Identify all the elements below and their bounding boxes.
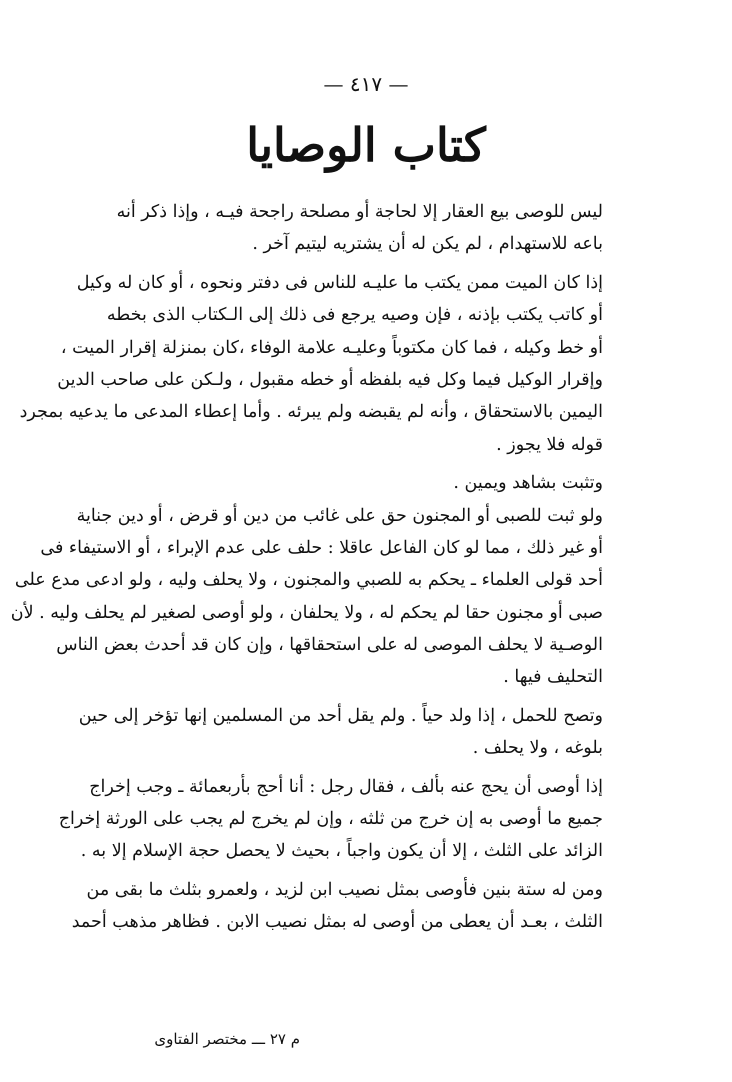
chapter-title: كتاب الوصايا (246, 118, 486, 172)
text-line: أو خط وكيله ، فما كان مكتوباً وعليـه علامة الوفاء ،كان بمنزلة إقرار الميت ، (60, 337, 603, 358)
text-line: أو كاتب يكتب بإذنه ، فإن وصيه يرجع فى ذلك إلى الـكتاب الذى بخطه (106, 305, 603, 326)
text-line: إذا أوصى أن يحج عنه بألف ، فقال رجل : أنا أحج بأربعمائة ـ وجب إخراج (89, 776, 603, 797)
text-line: باعه للاستهدام ، لم يكن له أن يشتريه ليتيم آخر . (252, 234, 603, 255)
signature-footer: م ٢٧ ـــ مختصر الفتاوى (154, 1030, 300, 1048)
text-line: ولو ثبت للصبى أو المجنون حق على غائب من دين أو قرض ، أو دين جناية (76, 505, 603, 526)
text-line: الزائد على الثلث ، إلا أن يكون واجباً ، بحيث لا يحصل حجة الإسلام إلا به . (80, 841, 603, 862)
body-text (10, 196, 603, 939)
text-line: جميع ما أوصى به إن خرج من ثلثه ، وإن لم يخرج لم يجب على الورثة إخراج (58, 809, 603, 830)
text-line: أو غير ذلك ، مما لو كان الفاعل عاقلا : حلف على عدم الإبراء ، أو الاستيفاء فى (40, 537, 603, 558)
text-line: بلوغه ، ولا يحلف . (472, 738, 603, 759)
text-line: اليمين بالاستحقاق ، وأنه لم يقبضه ولم يبرئه . وأما إعطاء المدعى ما يدعيه بمجرد (19, 402, 603, 423)
text-line: قوله فلا يجوز . (496, 434, 603, 455)
text-line: إذا كان الميت ممن يكتب ما عليـه للناس فى دفتر ونحوه ، أو كان له وكيل (76, 272, 603, 293)
text-line: الثلث ، بعـد أن يعطى من أوصى له بمثل نصيب الابن . فظاهر مذهب أحمد (71, 912, 603, 933)
text-line: ليس للوصى بيع العقار إلا لحاجة أو مصلحة راجحة فيـه ، وإذا ذكر أنه (116, 202, 603, 222)
text-line: التحليف فيها . (503, 667, 603, 688)
text-line: وإقرار الوكيل فيما وكل فيه بلفظه أو خطه مقبول ، ولـكن على صاحب الدين (57, 369, 603, 390)
text-line: وتصح للحمل ، إذا ولد حياً . ولم يقل أحد من المسلمين إنها تؤخر إلى حين (78, 705, 603, 726)
text-line: أحد قولى العلماء ـ يحكم به للصبي والمجنون ، ولا يحلف وليه ، ولو ادعى مدع على (14, 570, 603, 591)
page-number: — ٤١٧ — (323, 72, 409, 96)
text-line: ومن له ستة بنين فأوصى بمثل نصيب ابن لزيد ، ولعمرو بثلث ما بقى من (86, 879, 603, 900)
text-line: الوصـية لا يحلف الموصى له على استحقاقها ، وإن كان قد أحدث بعض الناس (56, 635, 603, 656)
text-line: وتثبت بشاهد ويمين . (453, 473, 603, 494)
text-line: صبى أو مجنون حقا لم يحكم له ، ولا يحلفان ، ولو أوصى لصغير لم يحلف وليه . لأن (10, 602, 603, 623)
